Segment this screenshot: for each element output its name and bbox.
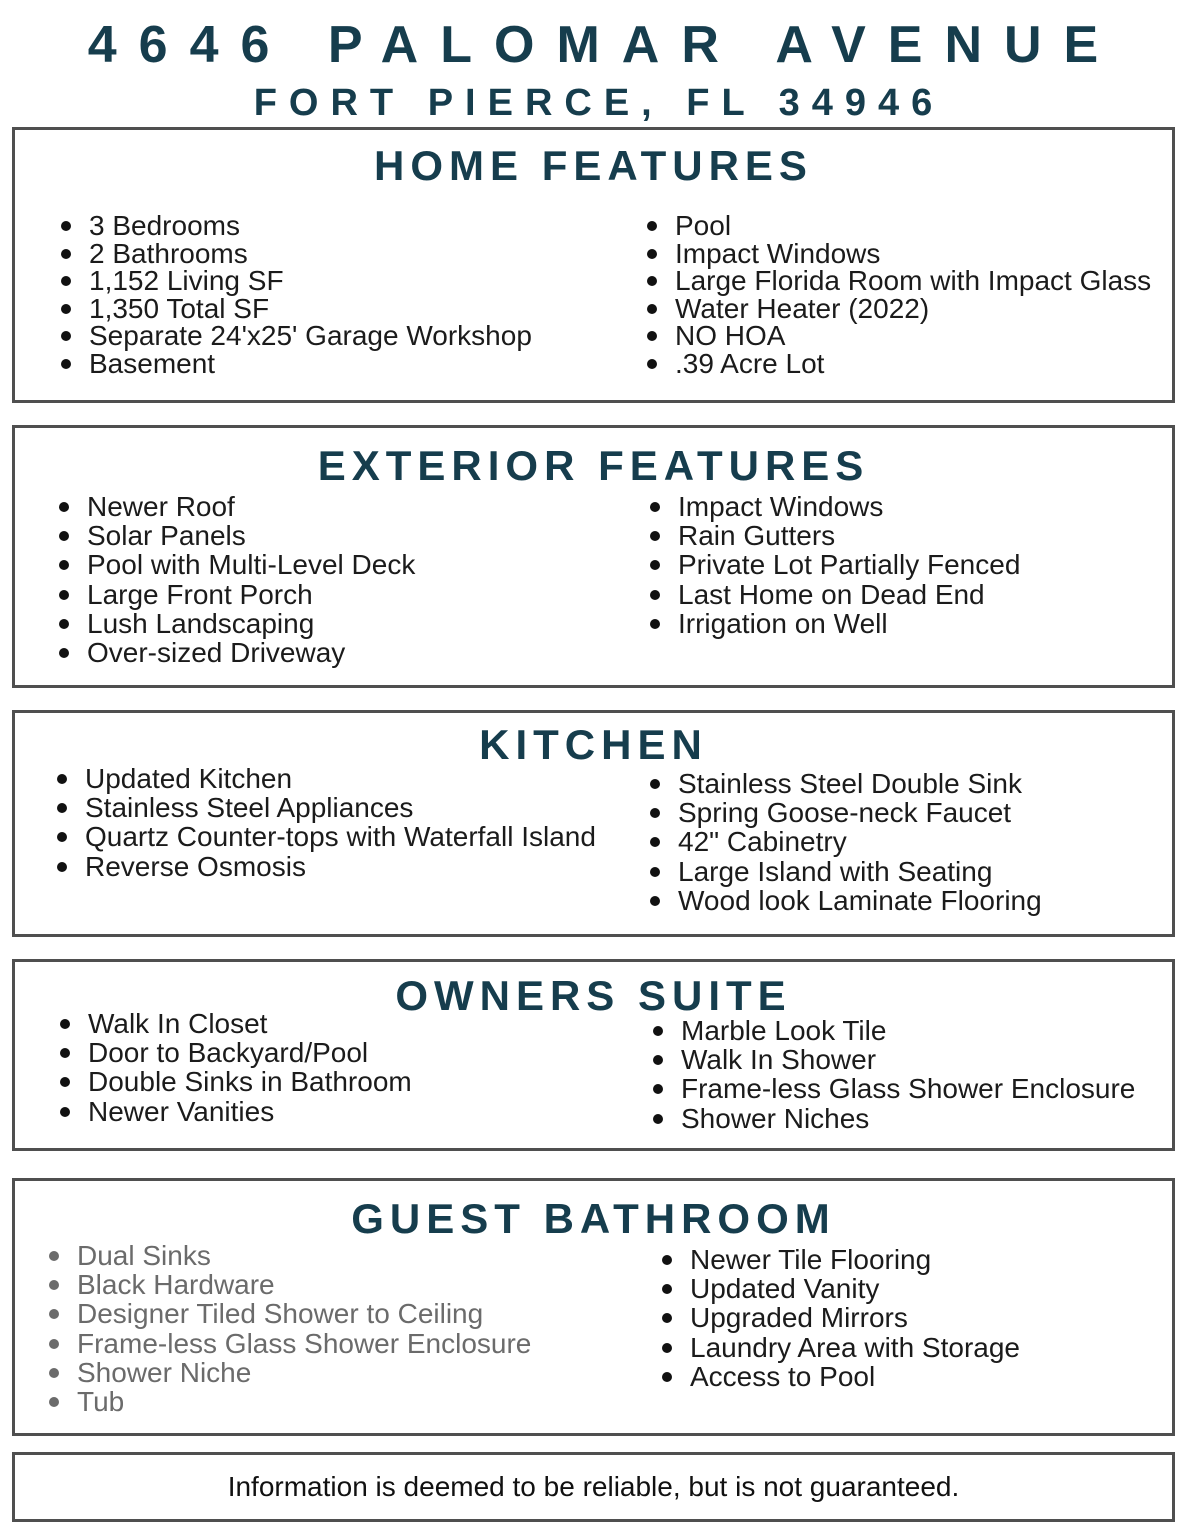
list-item: Tub [43, 1387, 531, 1416]
list-item: Double Sinks in Bathroom [54, 1067, 412, 1096]
owners-suite-left-list [54, 1009, 412, 1126]
list-item: Dual Sinks [43, 1241, 531, 1270]
property-city: FORT PIERCE, FL 34946 [253, 82, 945, 124]
list-item: 3 Bedrooms [55, 212, 532, 240]
exterior-features-left-list [53, 492, 415, 667]
list-item: Shower Niche [43, 1358, 531, 1387]
list-item: Spring Goose-neck Faucet [644, 798, 1042, 827]
list-item: Newer Tile Flooring [656, 1245, 1020, 1274]
list-item: Door to Backyard/Pool [54, 1038, 412, 1067]
list-item: Rain Gutters [644, 521, 1020, 550]
list-item: Private Lot Partially Fenced [644, 550, 1020, 579]
list-item: Frame-less Glass Shower Enclosure [43, 1329, 531, 1358]
list-item: Pool with Multi-Level Deck [53, 550, 415, 579]
list-item: Pool [641, 212, 1151, 240]
disclaimer-box [12, 1452, 1175, 1522]
list-item: Stainless Steel Appliances [51, 793, 605, 822]
list-item: 2 Bathrooms [55, 240, 532, 268]
list-item: Laundry Area with Storage [656, 1333, 1020, 1362]
list-item: Large Florida Room with Impact Glass [641, 267, 1151, 295]
list-item: Access to Pool [656, 1362, 1020, 1391]
list-item: Shower Niches [647, 1104, 1135, 1133]
kitchen-left-list [51, 764, 605, 881]
list-item: Walk In Closet [54, 1009, 412, 1038]
list-item: Stainless Steel Double Sink [644, 769, 1042, 798]
list-item: Walk In Shower [647, 1045, 1135, 1074]
owners-suite-right-list [647, 1016, 1135, 1133]
property-address: 4646 PALOMAR AVENUE [87, 16, 1121, 74]
list-item: Water Heater (2022) [641, 295, 1151, 323]
guest-bathroom-heading: GUEST BATHROOM [351, 1195, 836, 1242]
list-item: Lush Landscaping [53, 609, 415, 638]
list-item: Over-sized Driveway [53, 638, 415, 667]
home-features-heading: HOME FEATURES [374, 142, 813, 189]
list-item: Impact Windows [641, 240, 1151, 268]
list-item: Separate 24'x25' Garage Workshop [55, 322, 532, 350]
list-item: Large Front Porch [53, 580, 415, 609]
list-item: Upgraded Mirrors [656, 1303, 1020, 1332]
list-item: Solar Panels [53, 521, 415, 550]
list-item: Large Island with Seating [644, 857, 1042, 886]
list-item: Frame-less Glass Shower Enclosure [647, 1074, 1135, 1103]
list-item: Designer Tiled Shower to Ceiling [43, 1299, 531, 1328]
guest-bathroom-left-list [43, 1241, 531, 1416]
home-features-right-list [641, 212, 1151, 378]
list-item: Last Home on Dead End [644, 580, 1020, 609]
kitchen-right-list [644, 769, 1042, 915]
list-item: Basement [55, 350, 532, 378]
list-item: .39 Acre Lot [641, 350, 1151, 378]
guest-bathroom-section [12, 1178, 1175, 1436]
list-item: Impact Windows [644, 492, 1020, 521]
list-item: Updated Vanity [656, 1274, 1020, 1303]
kitchen-section [12, 710, 1175, 937]
list-item: 42" Cabinetry [644, 827, 1042, 856]
list-item: Irrigation on Well [644, 609, 1020, 638]
list-item: Newer Roof [53, 492, 415, 521]
list-item: Quartz Counter-tops with Waterfall Island [51, 822, 605, 851]
list-item: Black Hardware [43, 1270, 531, 1299]
home-features-left-list [55, 212, 532, 378]
disclaimer-text: Information is deemed to be reliable, but is not guaranteed. [227, 1471, 960, 1502]
exterior-features-section [12, 425, 1175, 688]
kitchen-heading: KITCHEN [479, 721, 708, 768]
exterior-features-heading: EXTERIOR FEATURES [317, 442, 870, 489]
guest-bathroom-right-list [656, 1245, 1020, 1391]
exterior-features-right-list [644, 492, 1020, 638]
list-item: Wood look Laminate Flooring [644, 886, 1042, 915]
list-item: Newer Vanities [54, 1097, 412, 1126]
list-item: Updated Kitchen [51, 764, 605, 793]
list-item: NO HOA [641, 322, 1151, 350]
list-item: Marble Look Tile [647, 1016, 1135, 1045]
list-item: Reverse Osmosis [51, 852, 605, 881]
list-item: 1,350 Total SF [55, 295, 532, 323]
owners-suite-heading: OWNERS SUITE [395, 972, 792, 1019]
home-features-section [12, 127, 1175, 403]
owners-suite-section [12, 959, 1175, 1151]
list-item: 1,152 Living SF [55, 267, 532, 295]
